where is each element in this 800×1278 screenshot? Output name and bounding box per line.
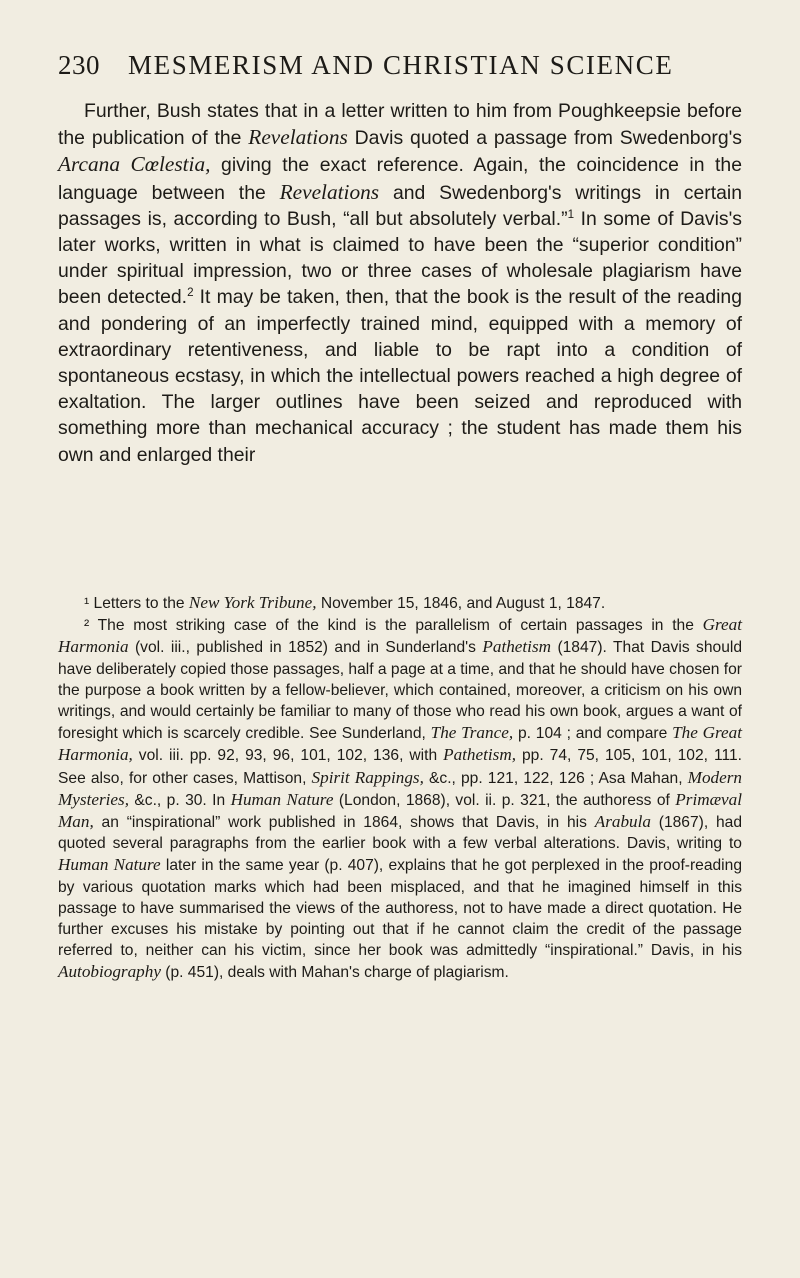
footnote-text-run: an “inspirational” work published in 1864, shows that Davis, in his xyxy=(93,814,595,832)
footnote-text-run: (1867), had quoted several paragraphs from the earlier book with a few verbal alterations. Davis, writing to xyxy=(58,814,742,853)
footnote-marker: ² xyxy=(84,617,90,635)
footnote-text-run: (p. 451), deals with Mahan's charge of plagiarism. xyxy=(160,964,509,982)
italic-title: Human Nature xyxy=(230,789,334,809)
italic-title: Arcana Cœlestia, xyxy=(58,152,211,177)
footnote-text-run: November 15, 1846, and August 1, 1847. xyxy=(316,595,606,612)
page-header xyxy=(58,50,742,90)
body-text-run: and Swedenborg's writings in certain passages is, according to Bush, “all but absolutely verbal.” xyxy=(58,181,742,230)
italic-title: The Great Harmonia, xyxy=(58,723,742,765)
italic-title: Pathetism xyxy=(482,637,552,657)
body-text-run: It may be taken, then, that the book is the result of the reading and pondering of an imperfectly trained mind, equipped with a memory of extraordinary retentiveness, and liable to be rapt into a condition of spontaneous ecstasy, in which the intellectual powers reached a high degree of exaltation. The larger outlines have been seized and reproduced with something more than mechanical accuracy ; the student has made them his own and enlarged their xyxy=(58,286,742,466)
footnote-marker: ¹ xyxy=(84,595,90,612)
footnote-text-run: (vol. iii., published in 1852) and in Sunderland's xyxy=(128,639,483,657)
italic-title: Pathetism, xyxy=(443,745,517,765)
italic-title: Arabula xyxy=(594,812,651,832)
footnote-ref-2: 2 xyxy=(187,286,194,300)
italic-title: Great Harmonia xyxy=(58,615,742,657)
footnote-text-run: p. 104 ; and compare xyxy=(513,725,673,743)
running-head: MESMERISM AND CHRISTIAN SCIENCE xyxy=(128,50,674,80)
footnote-text-run: &c., pp. 121, 122, 126 ; Asa Mahan, xyxy=(423,769,688,787)
footnote-text-run: (London, 1868), vol. ii. p. 321, the authoress of xyxy=(333,791,676,809)
body-text-run: giving the exact reference. Again, the coincidence in the language between the xyxy=(58,154,742,204)
italic-title: Primæval Man, xyxy=(58,789,742,832)
footnote-text-run: Letters to the xyxy=(89,595,189,612)
footnote-text-run: pp. 74, 75, 105, 101, 102, 111. See also, for other cases, Mattison, xyxy=(58,747,742,787)
body-paragraph xyxy=(58,98,742,468)
italic-title: The Trance, xyxy=(430,723,514,743)
footnote-text-run: later in the same year (p. 407), explains that he got perplexed in the proof-reading by various quotation marks which had been misplaced, and that he imagined himself in this passage to have summarised the views of the authoress, not to have made a direct quotation. He further excuses his mistake by pointing out that if he cannot claim the credit of the passage referred to, neither can his victim, since her book was admittedly “inspirational.” Davis, in his xyxy=(58,857,742,960)
footnotes xyxy=(58,592,742,984)
page-number: 230 xyxy=(58,50,100,80)
italic-title: Human Nature xyxy=(58,855,161,875)
italic-title: Revelations xyxy=(279,179,380,204)
body-text-run: Davis quoted a passage from Swedenborg's xyxy=(347,127,742,150)
italic-title: New York Tribune, xyxy=(188,593,317,612)
footnote-1 xyxy=(58,592,742,614)
italic-title: Modern Mysteries, xyxy=(58,767,742,809)
footnote-text-run: &c., p. 30. In xyxy=(129,791,231,809)
footnote-text-run: vol. iii. pp. 92, 93, 96, 101, 102, 136, with xyxy=(132,747,444,765)
italic-title: Spirit Rappings, xyxy=(311,767,424,787)
footnote-text-run: The most striking case of the kind is the parallelism of certain passages in the xyxy=(89,617,703,635)
body-text-run: In some of Davis's later works, written in what is claimed to have been the “superior condition” under spiritual impression, two or three cases of wholesale plagiarism have been detected. xyxy=(58,207,742,309)
footnote-text-run: (1847). That Davis should have deliberately copied those passages, half a page at a time, and that he should have chosen for the purpose a book written by a fellow-believer, which contained, moreover, a criticism on his own writings, and would certainly be familiar to many of those who read his own book, argues a want of foresight which is scarcely credible. See Sunderland, xyxy=(58,639,742,743)
footnote-ref-1: 1 xyxy=(567,207,575,221)
italic-title: Autobiography xyxy=(58,962,161,982)
italic-title: Revelations xyxy=(248,125,348,150)
footnote-2 xyxy=(58,614,742,983)
body-text-run: Further, Bush states that in a letter written to him from Poughkeepsie before the publication of the xyxy=(58,100,742,150)
